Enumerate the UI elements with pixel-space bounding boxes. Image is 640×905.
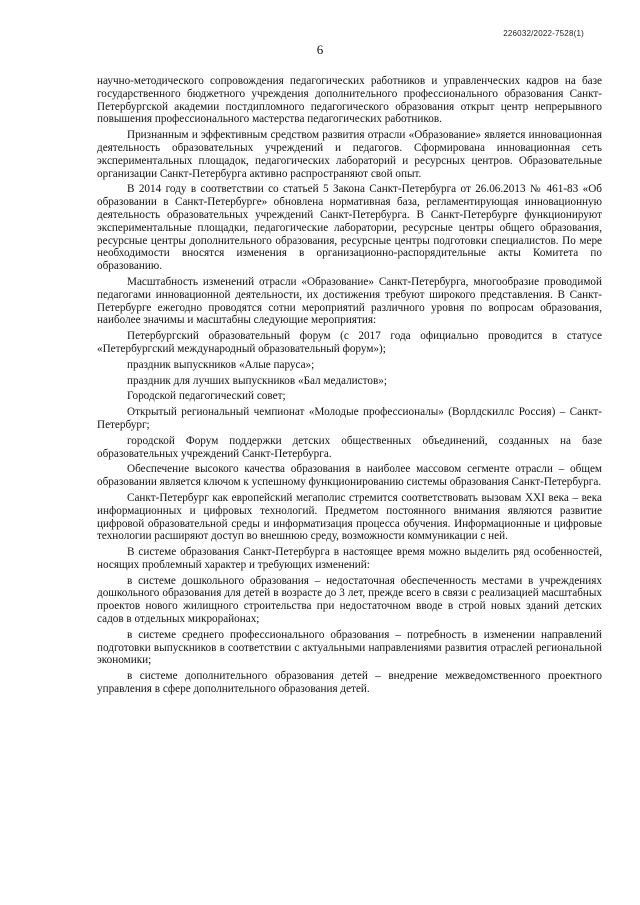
paragraph: Петербургский образовательный форум (с 2017 года официально проводится в статусе «Петербургский международный образовательный форум»); [97,330,602,355]
paragraph: Санкт-Петербург как европейский мегаполис стремится соответствовать вызовам XXI века – века информационных и цифровых технологий. Предметом постоянного внимания являются развитие цифровой образовательной среды и информатизация процесса обучения. Информационные и цифровые технологии расширяют доступ во внешнюю среду, возможности коммуникации с ней. [97,491,602,543]
paragraph: Обеспечение высокого качества образования в наиболее массовом сегменте отрасли – общем образовании является ключом к успешному функционированию системы образования Санкт-Петербурга. [97,463,602,489]
paragraph: в системе среднего профессионального образования – потребность в изменении направлений подготовки выпускников в соответствии с актуальными направлениями развития отраслей региональной экономики; [97,628,602,667]
document-id: 226032/2022-7528(1) [503,29,584,38]
paragraph: Открытый региональный чемпионат «Молодые профессионалы» (Ворлдскиллс Россия) – Санкт-Петербург; [97,406,602,431]
paragraph: в системе дошкольного образования – недостаточная обеспеченность местами в учреждениях дошкольного образования для детей в возрасте до 3 лет, прежде всего в связи с реализацией масштабных проектов нового жилищного строительства при недостаточном вводе в строй новых зданий детских садов в отдельных микрорайонах; [97,574,602,626]
paragraph: Городской педагогический совет; [127,390,286,403]
paragraph: Признанным и эффективным средством развития отрасли «Образование» является инновационная деятельность образовательных учреждений и педагогов. Сформирована инновационная сеть экспериментальных площадок, педагогических лабораторий и ресурсных центров. Образовательные организации Санкт-Петербурга активно распространяют свой опыт. [97,129,602,180]
paragraph: праздник для лучших выпускников «Бал медалистов»; [127,374,387,387]
paragraph: научно-методического сопровождения педагогических работников и управленческих кадров на базе государственного бюджетного учреждения дополнительного профессионального образования Санкт-Петербургской академии постдипломного педагогического образования открыт центр непрерывного повышения профессионального мастерства педагогических работников. [97,75,602,126]
paragraph: В системе образования Санкт-Петербурга в настоящее время можно выделить ряд особенностей, носящих проблемный характер и требующих изменений: [97,546,602,571]
paragraph: праздник выпускников «Алые паруса»; [127,358,315,371]
document-body [97,75,602,696]
paragraph: Масштабность изменений отрасли «Образование» Санкт-Петербурга, многообразие проводимой педагогами инновационной деятельности, их достижения требуют широкого представления. В Санкт-Петербурге ежегодно проводятся сотни мероприятий различного уровня по вопросам образования, наиболее значимы и масштабны следующие мероприятия: [97,275,602,327]
paragraph: В 2014 году в соответствии со статьей 5 Закона Санкт-Петербурга от 26.06.2013 № 461-83 «Об образовании в Санкт-Петербурге» обновлена нормативная база, регламентирующая инновационную деятельность образовательных учреждений Санкт-Петербурга. В Санкт-Петербурге функционируют экспериментальные площадки, педагогические лаборатории, ресурсные центры общего образования, ресурсные центры дополнительного образования, ресурсные центры подготовки специалистов. По мере необходимости вносятся изменения в организационно-распорядительные акты Комитета по образованию. [97,183,602,273]
paragraph: городской Форум поддержки детских общественных объединений, созданных на базе образовательных учреждений Санкт-Петербурга. [97,434,602,460]
paragraph: в системе дополнительного образования детей – внедрение межведомственного проектного управления в сфере дополнительного образования детей. [97,670,602,696]
page-number: 6 [316,42,324,57]
